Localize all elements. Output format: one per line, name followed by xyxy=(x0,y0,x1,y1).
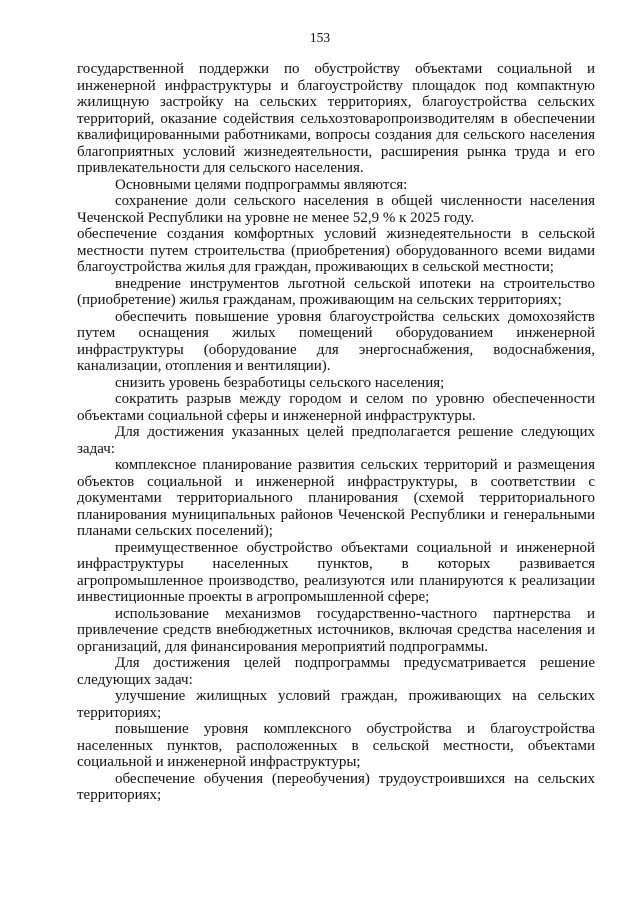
paragraph-subprogram-tasks-intro: Для достижения целей подпрограммы предусматривается решение следующих задач: xyxy=(77,655,595,688)
paragraph-task-complex-planning: комплексное планирование развития сельских территорий и размещения объектов социальной и инженерной инфраструктуры, в соответствии с документами территориального планирования (схемой территориального планирования муниципальных районов Чеченской Республики и генеральными планами сельских поселений); xyxy=(77,457,595,539)
paragraph-task-training: обеспечение обучения (переобучения) трудоустроившихся на сельских территориях; xyxy=(77,770,595,803)
paragraph-task-housing-conditions: улучшение жилищных условий граждан, проживающих на сельских территориях; xyxy=(77,688,595,721)
paragraph-goal-unemployment: снизить уровень безработицы сельского населения; xyxy=(115,374,445,391)
paragraph-state-support-continuation: государственной поддержки по обустройству объектами социальной и инженерной инфраструктуры и благоустройству площадок под компактную жилищную застройку на сельских территориях, благоустройства сельских территорий, оказание содействия сельхозтоваропроизводителям в обеспечении квалифицированными работниками, вопросы создания для сельского населения благоприятных условий жизнедеятельности, расширения рынка труда и его привлекательности для сельского населения. xyxy=(77,61,595,176)
paragraph-goal-comfortable-living: обеспечение создания комфортных условий жизнедеятельности в сельской местности путем строительства (приобретения) оборудованного всеми видами благоустройства жилья для граждан, проживающих в сельской местности; xyxy=(77,226,595,275)
paragraph-task-complex-development: повышение уровня комплексного обустройства и благоустройства населенных пунктов, расположенных в сельской местности, объектами социальной и инженерной инфраструктуры; xyxy=(77,721,595,770)
document-body xyxy=(77,61,595,804)
page-number: 153 xyxy=(309,30,331,45)
paragraph-goal-population-share: сохранение доли сельского населения в общей численности населения Чеченской Республики на уровне не менее 52,9 % к 2025 году. xyxy=(77,193,595,226)
paragraph-goal-city-village-gap: сократить разрыв между городом и селом по уровню обеспеченности объектами социальной сферы и инженерной инфраструктуры. xyxy=(77,391,595,424)
paragraph-goal-rural-mortgage: внедрение инструментов льготной сельской ипотеки на строительство (приобретение) жилья гражданам, проживающим на сельских территориях; xyxy=(77,275,595,308)
paragraph-tasks-intro: Для достижения указанных целей предполагается решение следующих задач: xyxy=(77,424,595,457)
paragraph-task-priority-infrastructure: преимущественное обустройство объектами социальной и инженерной инфраструктуры населенных пунктов, в которых развивается агропромышленное производство, реализуются или планируются к реализации инвестиционные проекты в агропромышленной сфере; xyxy=(77,539,595,605)
paragraph-task-public-private-partnership: использование механизмов государственно-частного партнерства и привлечение средств внебюджетных источников, включая средства населения и организаций, для финансирования мероприятий подпрограммы. xyxy=(77,605,595,655)
paragraph-main-goals-heading: Основными целями подпрограммы являются: xyxy=(115,176,408,193)
paragraph-goal-household-improvement: обеспечить повышение уровня благоустройства сельских домохозяйств путем оснащения жилых помещений оборудованием инженерной инфраструктуры (оборудование для энергоснабжения, водоснабжения, канализации, отопления и вентиляции). xyxy=(77,308,595,374)
